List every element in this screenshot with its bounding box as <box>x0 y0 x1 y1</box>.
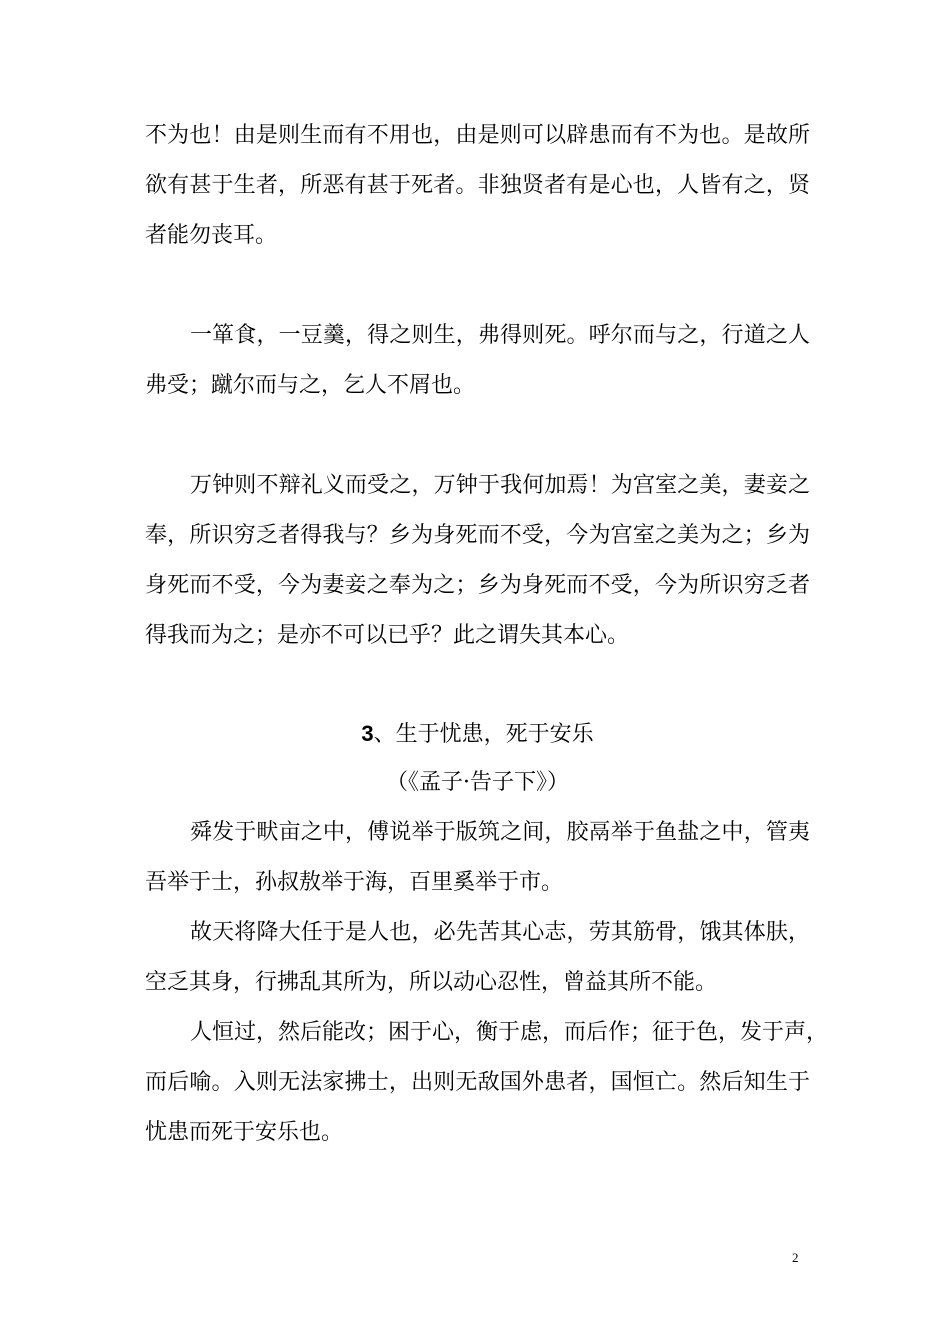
paragraph-3-line-1: 万钟则不辩礼义而受之，万钟于我何加焉！为宫室之美，妻妾之 <box>190 473 810 498</box>
paragraph-3-line-4: 得我而为之；是亦不可以已乎？此之谓失其本心。 <box>145 623 630 648</box>
page-number: 2 <box>792 1250 799 1265</box>
section-title: 、生于忧患，死于安乐 <box>373 722 594 747</box>
paragraph-2-line-1: 一箪食，一豆羹，得之则生，弗得则死。呼尔而与之，行道之人 <box>190 323 810 348</box>
section-heading <box>145 719 810 750</box>
paragraph-1-line-1: 不为也！由是则生而有不用也，由是则可以辟患而有不为也。是故所 <box>145 123 810 148</box>
section-paragraph-1-line-1: 舜发于畎亩之中，傅说举于版筑之间，胶鬲举于鱼盐之中，管夷 <box>190 820 810 845</box>
section-paragraph-2-line-1: 故天将降大任于是人也，必先苦其心志，劳其筋骨，饿其体肤， <box>190 920 810 945</box>
section-paragraph-3-line-2: 而后喻。入则无法家拂士，出则无敌国外患者，国恒亡。然后知生于 <box>145 1070 810 1095</box>
section-number: 3 <box>361 721 374 746</box>
section-paragraph-2-line-2: 空乏其身，行拂乱其所为，所以动心忍性，曾益其所不能。 <box>145 970 718 995</box>
paragraph-2-line-2: 弗受；蹴尔而与之，乞人不屑也。 <box>145 373 476 398</box>
section-source: （《孟子·告子下》） <box>386 770 569 795</box>
paragraph-1-line-3: 者能勿丧耳。 <box>145 223 278 248</box>
paragraph-3-line-3: 身死而不受，今为妻妾之奉为之；乡为身死而不受，今为所识穷乏者 <box>145 573 810 598</box>
paragraph-1-line-2: 欲有甚于生者，所恶有甚于死者。非独贤者有是心也，人皆有之，贤 <box>145 173 810 198</box>
section-paragraph-3-line-1: 人恒过，然后能改；困于心，衡于虑，而后作；征于色，发于声， <box>190 1020 829 1045</box>
paragraph-3-line-2: 奉，所识穷乏者得我与？乡为身死而不受，今为宫室之美为之；乡为 <box>145 523 810 548</box>
section-paragraph-3-line-3: 忧患而死于安乐也。 <box>145 1120 344 1145</box>
section-paragraph-1-line-2: 吾举于士，孙叔敖举于海，百里奚举于市。 <box>145 870 564 895</box>
